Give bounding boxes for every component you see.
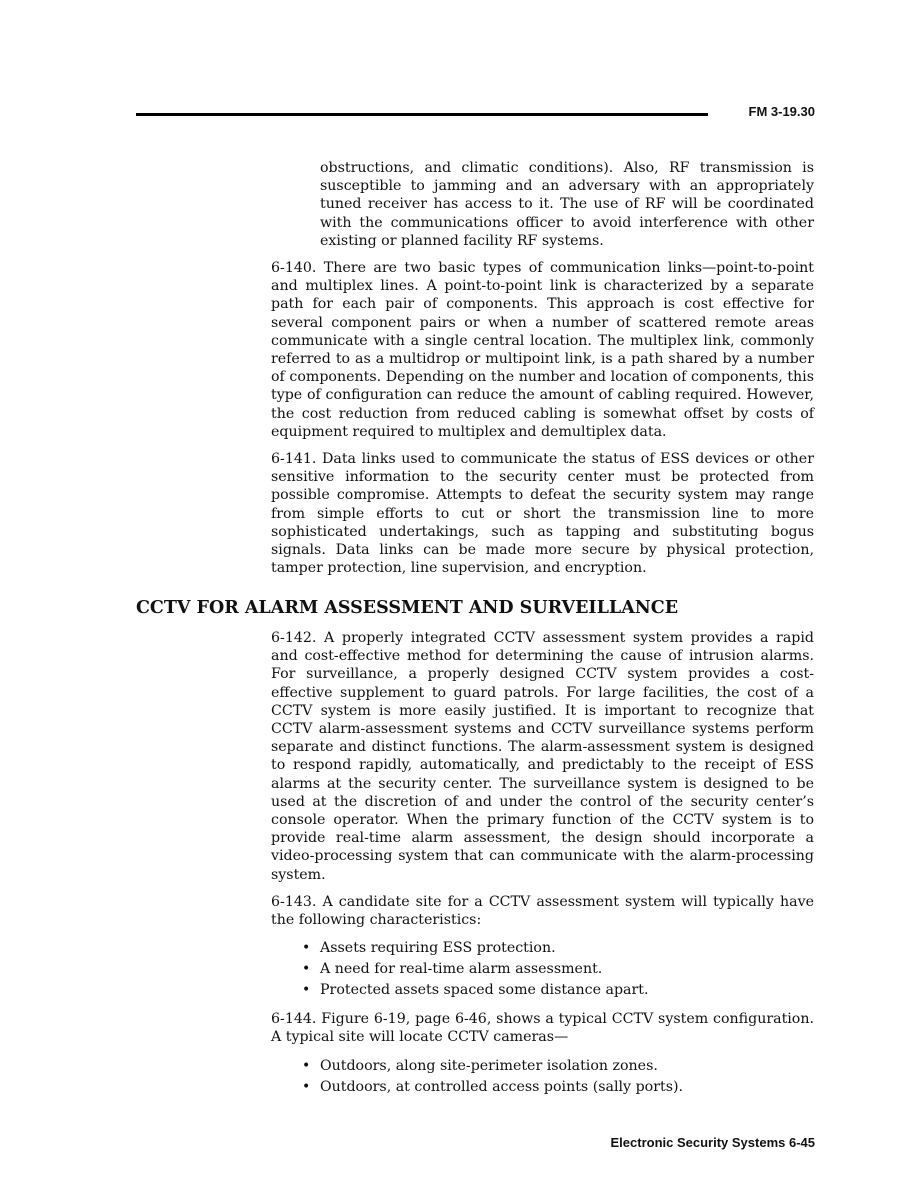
list-item: • Outdoors, along site-perimeter isolation zones. <box>271 1056 814 1077</box>
paragraph-6-140: 6-140. There are two basic types of communication links—point-to-point and multiplex lines. A point-to-point link is characterized by a separate path for each pair of components. This approach is cost effective for several component pairs or when a number of scattered remote areas communicate with a single central location. The multiplex link, commonly referred to as a multidrop or multipoint link, is a path shared by a number of components. Depending on the number and location of components, this type of configuration can reduce the amount of cabling required. However, the cost reduction from reduced cabling is somewhat offset by costs of equipment required to multiplex and demultiplex data. <box>271 260 814 440</box>
paragraph-6-142: 6-142. A properly integrated CCTV assessment system provides a rapid and cost-effective method for determining the cause of intrusion alarms. For surveillance, a properly designed CCTV system provides a cost-effective supplement to guard patrols. For large facilities, the cost of a CCTV system is more easily justified. It is important to recognize that CCTV alarm-assessment systems and CCTV surveillance systems perform separate and distinct functions. The alarm-assessment system is designed to respond rapidly, automatically, and predictably to the receipt of ESS alarms at the security center. The surveillance system is designed to be used at the discretion of and under the control of the security center’s console operator. When the primary function of the CCTV system is to provide real-time alarm assessment, the design should incorporate a video-processing system that can communicate with the alarm-processing system. <box>271 630 814 883</box>
bullet-glyph: • <box>302 1057 311 1074</box>
paragraph-6-143: 6-143. A candidate site for a CCTV assessment system will typically have the following characteristics: <box>271 893 814 929</box>
bullet-glyph: • <box>302 940 311 957</box>
bullet-list-6-143 <box>271 938 814 1001</box>
footer-page-label: Electronic Security Systems 6-45 <box>610 1135 815 1150</box>
list-item: • Outdoors, at controlled access points (sally ports). <box>271 1077 814 1098</box>
header-doc-id: FM 3-19.30 <box>748 104 815 119</box>
bullet-glyph: • <box>302 1078 311 1095</box>
bullet-glyph: • <box>302 982 311 999</box>
paragraph-6-141: 6-141. Data links used to communicate the status of ESS devices or other sensitive information to the security center must be protected from possible compromise. Attempts to defeat the security system may range from simple efforts to cut or short the transmission line to more sophisticated undertakings, such as tapping and substituting bogus signals. Data links can be made more secure by physical protection, tamper protection, line supervision, and encryption. <box>271 451 814 577</box>
paragraph-6-144: 6-144. Figure 6-19, page 6-46, shows a typical CCTV system configuration. A typical site will locate CCTV cameras— <box>271 1011 814 1046</box>
section-column <box>271 629 814 1107</box>
header-rule <box>136 113 708 116</box>
section-heading: CCTV FOR ALARM ASSESSMENT AND SURVEILLANCE <box>136 598 679 618</box>
bullet-list-6-144 <box>271 1056 814 1098</box>
list-item: • Assets requiring ESS protection. <box>271 938 814 959</box>
list-item: • Protected assets spaced some distance apart. <box>271 980 814 1001</box>
continued-paragraph: obstructions, and climatic conditions). Also, RF transmission is susceptible to jamming and an adversary with an appropriately tuned receiver has access to it. The use of RF will be coordinated with the communications officer to avoid interference with other existing or planned facility RF systems. <box>320 160 814 249</box>
bullet-glyph: • <box>302 961 311 978</box>
top-column <box>271 259 814 586</box>
list-item: • A need for real-time alarm assessment. <box>271 959 814 980</box>
